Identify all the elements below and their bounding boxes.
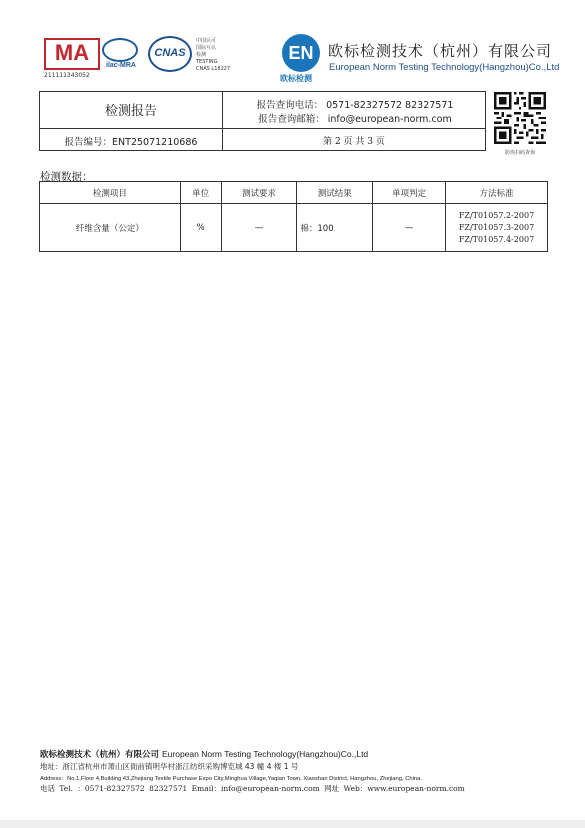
report-title: 检测报告 <box>104 104 157 119</box>
column-header: 单位 <box>180 182 221 204</box>
judgement: — <box>373 204 446 252</box>
cnas-text: CNAS <box>154 47 186 59</box>
method-standards <box>446 204 548 252</box>
unit: % <box>180 204 221 252</box>
cma-logo: MA <box>44 38 100 70</box>
footer-address-en: Address：No.1,Floor 4,Building 43,Zhejiang Textile Purchase Expo City,Minghua Village,Yaqian Town, Xiaoshan District, Hangzhou, Zhejiang, China. <box>40 776 422 782</box>
query-email: 报告查询邮箱： info@european-norm.com <box>258 114 452 125</box>
footer-company-cn: 欧标检测技术（杭州）有限公司 <box>40 750 160 760</box>
test-item: 纤维含量（公定） <box>40 204 181 252</box>
company-name-en: European Norm Testing Technology(Hangzhou)Co.,Ltd <box>329 62 560 73</box>
standard: FZ/T01057.4-2007 <box>458 234 535 244</box>
standard: FZ/T01057.2-2007 <box>458 210 535 220</box>
company-name-cn: 欧标检测技术（杭州）有限公司 <box>328 42 553 60</box>
cnas-logo <box>148 36 192 72</box>
cnas-line: 国际互认 <box>196 45 217 51</box>
table-header-row <box>40 182 548 204</box>
ilac-mra-logo <box>100 38 142 72</box>
company-logo-caption: 欧标检测 <box>280 74 312 83</box>
requirement: — <box>221 204 297 252</box>
column-header: 单项判定 <box>373 182 446 204</box>
footer-contact: 电话 Tel. ：0571-82327572 82327571 Email：info@european-norm.com 网址 Web：www.european-norm.com <box>40 784 465 793</box>
test-result: 棉：100 <box>297 204 373 252</box>
report-number: 报告编号：ENT25071210686 <box>64 137 198 148</box>
table-row <box>40 204 548 252</box>
cnas-line: CNAS L18227 <box>196 66 231 72</box>
cnas-accreditation-text <box>196 38 240 73</box>
cma-number: 211111343052 <box>44 72 90 79</box>
cnas-line: 中国认可 <box>196 38 217 44</box>
column-header: 测试要求 <box>221 182 297 204</box>
divider <box>40 128 485 129</box>
standard: FZ/T01057.3-2007 <box>458 222 535 232</box>
data-section-label: 检测数据： <box>40 171 93 183</box>
column-header: 检测项目 <box>40 182 181 204</box>
test-data-table <box>39 181 548 252</box>
report-header <box>39 91 486 151</box>
qr-code-icon[interactable] <box>494 92 546 144</box>
cnas-line: TESTING <box>196 59 218 65</box>
footer-company-en: European Norm Testing Technology(Hangzhou)Co.,Ltd <box>161 749 369 759</box>
column-header: 方法标准 <box>446 182 548 204</box>
globe-icon <box>102 38 138 62</box>
bottom-bar <box>0 820 585 828</box>
page-indicator: 第 2 页 共 3 页 <box>323 137 385 147</box>
column-header: 测试结果 <box>297 182 373 204</box>
footer-company <box>40 748 368 760</box>
company-logo: EN <box>282 34 320 72</box>
query-phone: 报告查询电话： 0571-82327572 82327571 <box>256 100 454 111</box>
ilac-text: ilac-MRA <box>106 62 136 69</box>
qr-caption: 防伪扫码查询 <box>504 150 535 156</box>
cnas-line: 检测 <box>196 52 207 58</box>
footer-address-cn: 地址：浙江省杭州市萧山区衙前镇明华村浙江纺织采购博览城 43 幢 4 楼 1 号 <box>40 762 299 771</box>
